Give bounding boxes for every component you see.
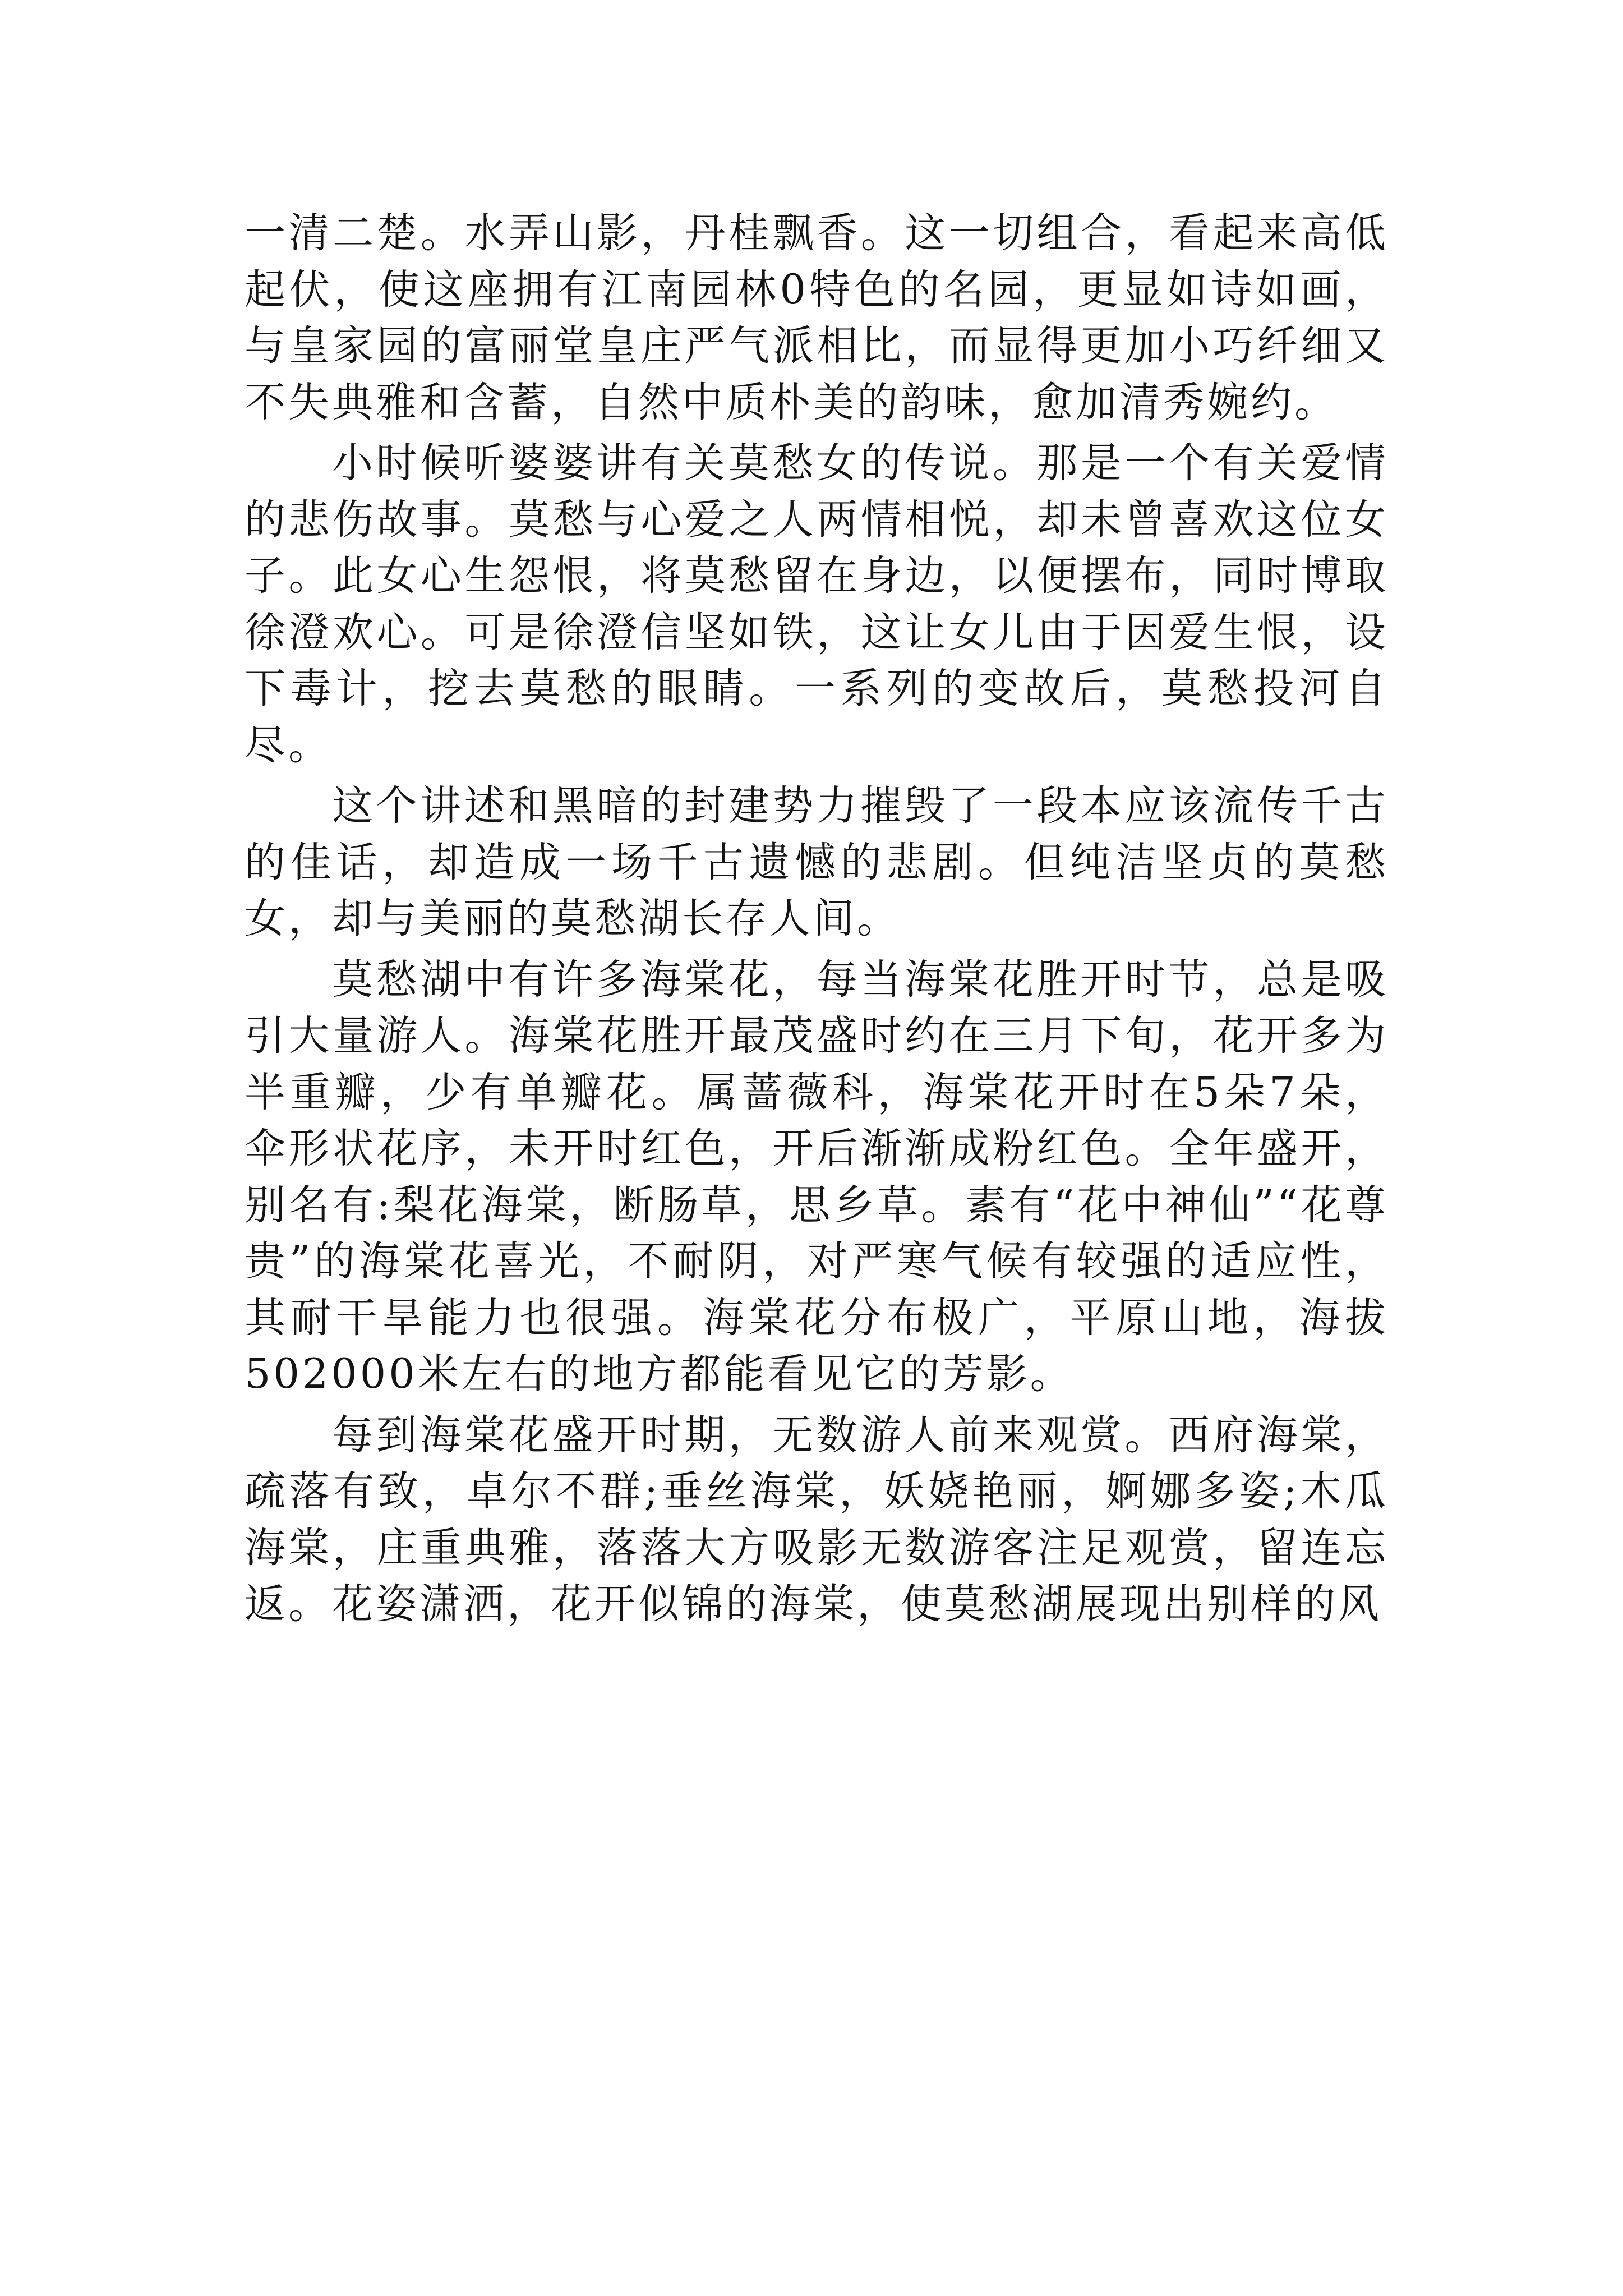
- body-text: [245, 205, 1389, 1637]
- paragraph: 小时候听婆婆讲有关莫愁女的传说。那是一个有关爱情的悲伤故事。莫愁与心爱之人两情相悦，却未曾喜欢这位女子。此女心生怨恨，将莫愁留在身边，以便摆布，同时博取徐澄欢心。可是徐澄信坚如铁，这让女儿由于因爱生恨，设下毒计，挖去莫愁的眼睛。一系列的变故后，莫愁投河自尽。: [245, 439, 1389, 769]
- paragraph: 这个讲述和黑暗的封建势力摧毁了一段本应该流传千古的佳话，却造成一场千古遗憾的悲剧。但纯洁坚贞的莫愁女，却与美丽的莫愁湖长存人间。: [245, 782, 1389, 942]
- paragraph: 一清二楚。水弄山影，丹桂飘香。这一切组合，看起来高低起伏，使这座拥有江南园林0特色的名园，更显如诗如画，与皇家园的富丽堂皇庄严气派相比，而显得更加小巧纤细又不失典雅和含蓄，自然中质朴美的韵味，愈加清秀婉约。: [245, 209, 1389, 426]
- paragraph: 每到海棠花盛开时期，无数游人前来观赏。西府海棠，疏落有致，卓尔不群;垂丝海棠，妖娆艳丽，婀娜多姿;木瓜海棠，庄重典雅，落落大方吸影无数游客注足观赏，留连忘返。花姿潇洒，花开似锦的海棠，使莫愁湖展现出别样的风: [245, 1411, 1389, 1628]
- paragraph: 莫愁湖中有许多海棠花，每当海棠花胜开时节，总是吸引大量游人。海棠花胜开最茂盛时约在三月下旬，花开多为半重瓣，少有单瓣花。属蔷薇科，海棠花开时在5朵7朵，伞形状花序，未开时红色，开后渐渐成粉红色。全年盛开，别名有:梨花海棠，断肠草，思乡草。素有“花中神仙”“花尊贵”的海棠花喜光，不耐阴，对严寒气候有较强的适应性，其耐干旱能力也很强。海棠花分布极广，平原山地，海拔502000米左右的地方都能看见它的芳影。: [245, 955, 1389, 1398]
